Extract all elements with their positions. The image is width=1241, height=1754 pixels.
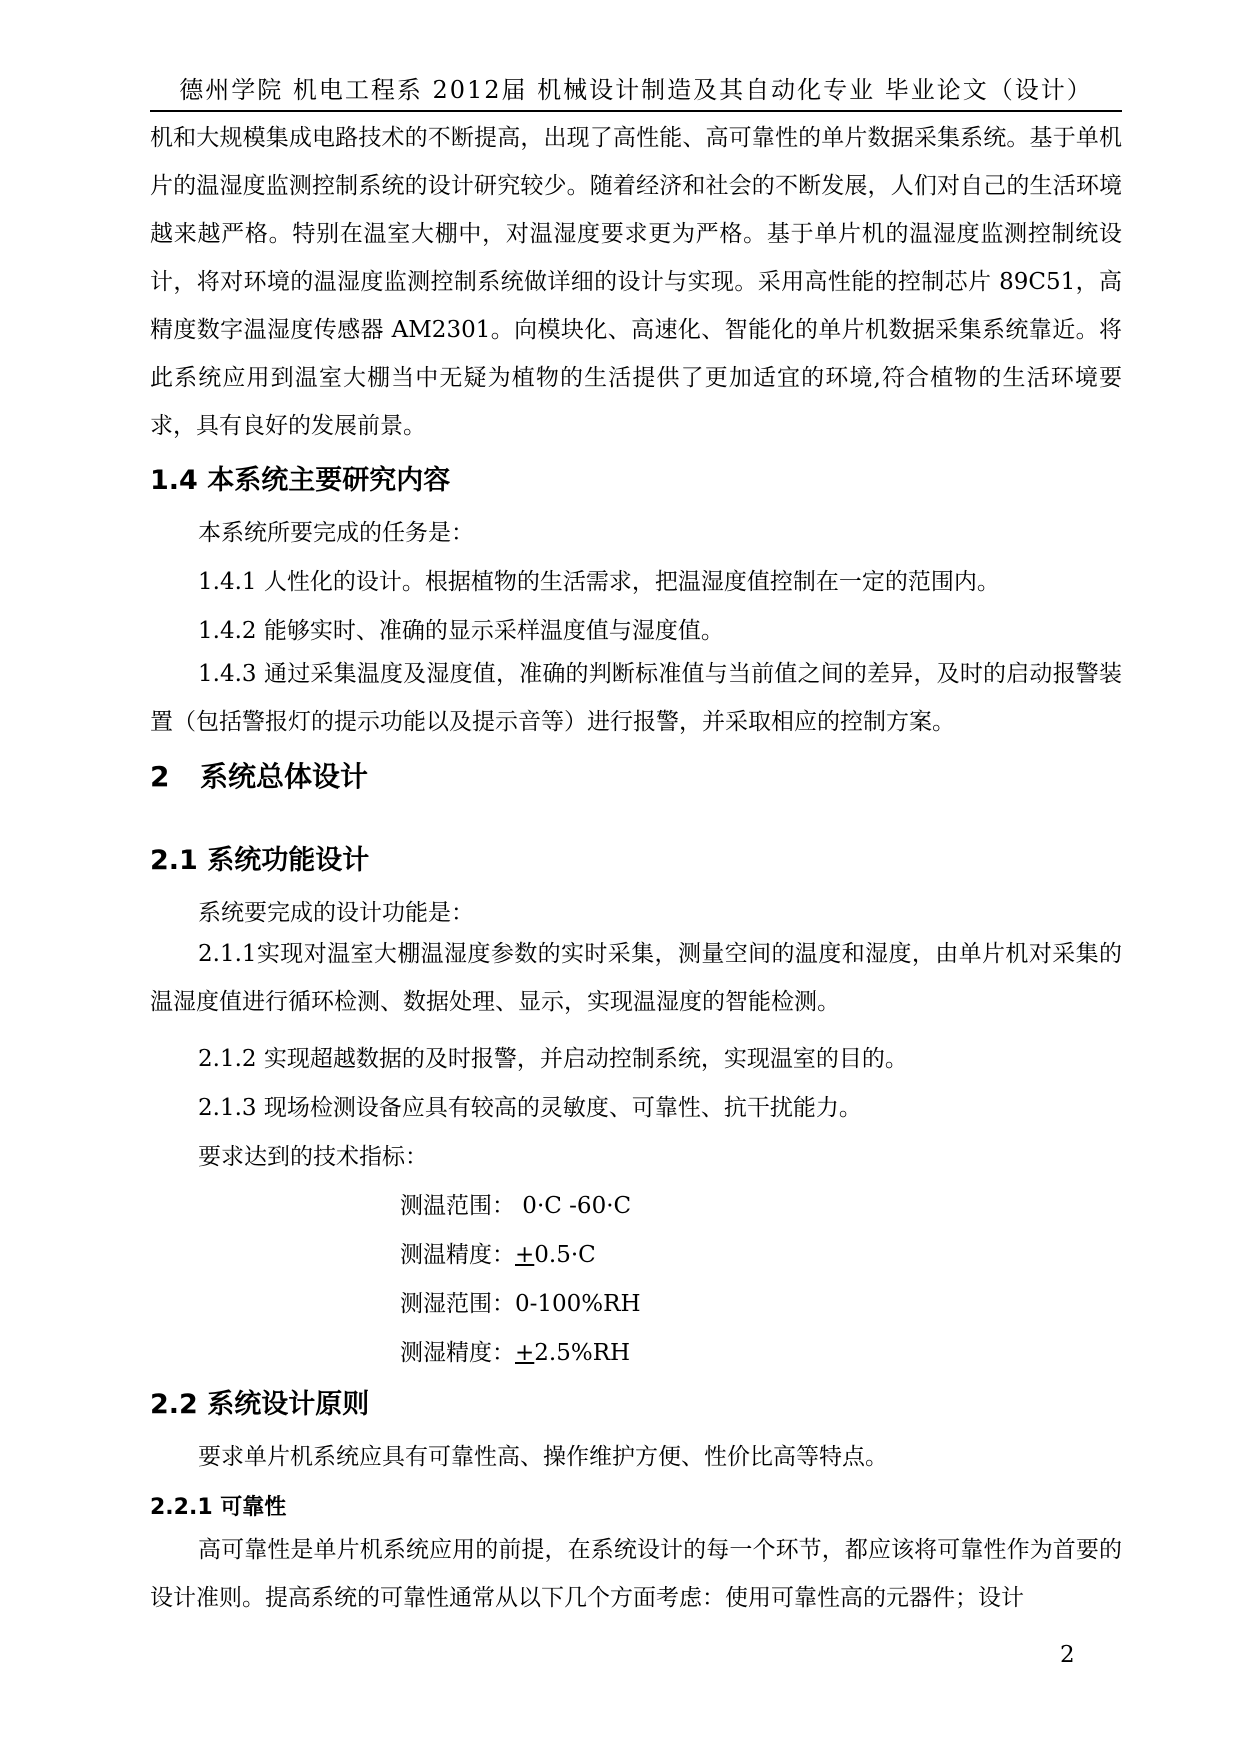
section-2-heading xyxy=(150,755,368,795)
section-1-4-item-2: 1.4.2 能够实时、准确的显示采样温度值与湿度值。 xyxy=(198,618,724,644)
section-2-2-intro: 要求单片机系统应具有可靠性高、操作维护方便、性价比高等特点。 xyxy=(198,1444,888,1470)
spec-humidity-range: 测湿范围：0-100%RH xyxy=(400,1291,641,1317)
section-2-2-heading: 2.2 系统设计原则 xyxy=(150,1389,370,1420)
section-2-1-item-2: 2.1.2 实现超越数据的及时报警，并启动控制系统，实现温室的目的。 xyxy=(198,1046,908,1072)
spec-humidity-accuracy-value: 2.5%RH xyxy=(534,1340,631,1366)
section-2-2-1-text: 高可靠性是单片机系统应用的前提，在系统设计的每一个环节，都应该将可靠性作为首要的设计准则。提高系统的可靠性通常从以下几个方面考虑：使用可靠性高的元器件；设计 xyxy=(150,1537,1122,1611)
plus-minus-sign: + xyxy=(515,1340,535,1366)
section-2-number: 2 xyxy=(150,760,170,793)
spec-humidity-accuracy xyxy=(400,1334,630,1367)
page-number: 2 xyxy=(1060,1642,1075,1668)
section-2-1-item-1: 2.1.1实现对温室大棚温湿度参数的实时采集，测量空间的温度和湿度，由单片机对采集的温湿度值进行循环检测、数据处理、显示，实现温湿度的智能检测。 xyxy=(150,941,1122,1015)
spec-temp-accuracy-value: 0.5·C xyxy=(534,1242,596,1268)
spec-temp-range: 测温范围： 0·C -60·C xyxy=(400,1193,632,1219)
section-2-1-intro: 系统要完成的设计功能是： xyxy=(198,900,474,926)
section-2-1-heading: 2.1 系统功能设计 xyxy=(150,845,370,876)
section-1-4-item-1: 1.4.1 人性化的设计。根据植物的生活需求，把温湿度值控制在一定的范围内。 xyxy=(198,569,1000,595)
spec-humidity-accuracy-label: 测湿精度： xyxy=(400,1340,515,1366)
spec-temp-accuracy-label: 测温精度： xyxy=(400,1242,515,1268)
plus-minus-sign: + xyxy=(515,1242,535,1268)
section-1-4-heading: 1.4 本系统主要研究内容 xyxy=(150,465,451,496)
section-1-4-item-3: 1.4.3 通过采集温度及湿度值，准确的判断标准值与当前值之间的差异，及时的启动报警装置（包括警报灯的提示功能以及提示音等）进行报警，并采取相应的控制方案。 xyxy=(150,661,1122,735)
intro-paragraph: 机和大规模集成电路技术的不断提高，出现了高性能、高可靠性的单片数据采集系统。基于单机片的温湿度监测控制系统的设计研究较少。随着经济和社会的不断发展，人们对自己的生活环境越来越严格。特别在温室大棚中，对温湿度要求更为严格。基于单片机的温湿度监测控制统设计，将对环境的温湿度监测控制系统做详细的设计与实现。采用高性能的控制芯片 89C51，高精度数字温湿度传感器 AM2301。向模块化、高速化、智能化的单片机数据采集系统靠近。将此系统应用到温室大棚当中无疑为植物的生活提供了更加适宜的环境,符合植物的生活环境要求，具有良好的发展前景。 xyxy=(150,125,1122,439)
section-2-2-1-heading: 2.2.1 可靠性 xyxy=(150,1495,287,1520)
section-2-title: 系统总体设计 xyxy=(200,760,369,793)
section-1-4-intro: 本系统所要完成的任务是： xyxy=(198,520,474,546)
section-2-1-item-3: 2.1.3 现场检测设备应具有较高的灵敏度、可靠性、抗干扰能力。 xyxy=(198,1095,862,1121)
page-header: 德州学院 机电工程系 2012届 机械设计制造及其自动化专业 毕业论文（设计） xyxy=(150,72,1122,112)
specs-intro: 要求达到的技术指标： xyxy=(198,1144,428,1170)
spec-temp-accuracy xyxy=(400,1236,596,1269)
